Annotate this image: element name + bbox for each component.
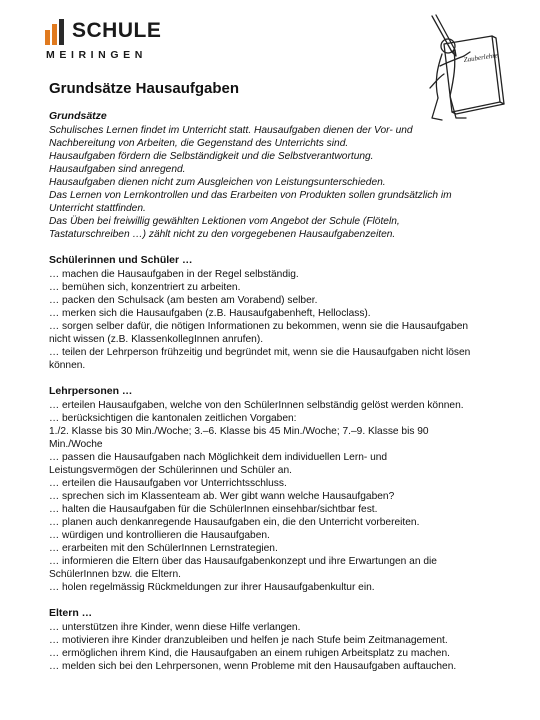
logo-bars-icon	[44, 18, 70, 46]
text-line: … teilen der Lehrperson frühzeitig und begründet mit, wenn sie die Hausaufgaben nicht lösen	[49, 347, 471, 358]
text-line: … erteilen die Hausaufgaben vor Unterrichtsschluss.	[49, 478, 287, 489]
text-line: Das Lernen von Lernkontrollen und das Erarbeiten von Produkten sollen grundsätzlich im	[49, 190, 452, 201]
text-line: Unterricht stattfinden.	[49, 203, 146, 214]
section-lehrpersonen	[49, 385, 509, 594]
text-line: Min./Woche	[49, 439, 103, 450]
text-line: … machen die Hausaufgaben in der Regel selbständig.	[49, 269, 299, 280]
text-line: … sprechen sich im Klassenteam ab. Wer gibt wann welche Hausaufgaben?	[49, 491, 395, 502]
text-line: … erarbeiten mit den SchülerInnen Lernstrategien.	[49, 543, 278, 554]
text-line: … informieren die Eltern über das Hausaufgabenkonzept und ihre Erwartungen an die	[49, 556, 437, 567]
text-line: Hausaufgaben sind anregend.	[49, 164, 186, 175]
text-line: nicht wissen (z.B. KlassenkollegInnen anrufen).	[49, 334, 264, 345]
logo-name: SCHULE	[72, 19, 162, 42]
document-body	[49, 110, 509, 686]
section-heading: Eltern …	[49, 607, 93, 619]
text-line: … melden sich bei den Lehrpersonen, wenn Probleme mit den Hausaufgaben auftauchen.	[49, 661, 457, 672]
section-schuelerinnen	[49, 254, 509, 372]
logo-subname: MEIRINGEN	[46, 49, 147, 61]
text-line: … motivieren ihre Kinder dranzubleiben und helfen je nach Stufe beim Zeitmanagement.	[49, 635, 448, 646]
text-line: … halten die Hausaufgaben für die SchülerInnen einsehbar/sichtbar fest.	[49, 504, 378, 515]
text-line: … passen die Hausaufgaben nach Möglichkeit dem individuellen Lern- und	[49, 452, 388, 463]
text-line: Hausaufgaben dienen nicht zum Ausgleichen von Leistungsunterschieden.	[49, 177, 386, 188]
school-logo	[44, 16, 184, 64]
section-eltern	[49, 607, 509, 673]
section-heading: Schülerinnen und Schüler …	[49, 254, 193, 266]
text-line: … berücksichtigen die kantonalen zeitlichen Vorgaben:	[49, 413, 297, 424]
text-line: Das Üben bei freiwillig gewählten Lektionen vom Angebot der Schule (Flöteln,	[49, 216, 400, 227]
text-line: können.	[49, 360, 86, 371]
text-line: … würdigen und kontrollieren die Hausaufgaben.	[49, 530, 270, 541]
text-line: Schulisches Lernen findet im Unterricht statt. Hausaufgaben dienen der Vor- und	[49, 125, 413, 136]
text-line: 1./2. Klasse bis 30 Min./Woche; 3.–6. Klasse bis 45 Min./Woche; 7.–9. Klasse bis 90	[49, 426, 429, 437]
text-line: SchülerInnen bzw. die Eltern.	[49, 569, 181, 580]
text-line: … unterstützen ihre Kinder, wenn diese Hilfe verlangen.	[49, 622, 301, 633]
section-heading: Lehrpersonen …	[49, 385, 133, 397]
text-line: Nachbereitung von Arbeiten, die Gegenstand des Unterrichts sind.	[49, 138, 349, 149]
text-line: … ermöglichen ihrem Kind, die Hausaufgaben an einem ruhigen Arbeitsplatz zu machen.	[49, 648, 450, 659]
text-line: … sorgen selber dafür, die nötigen Informationen zu bekommen, wenn sie die Hausaufgaben	[49, 321, 469, 332]
section-grundsaetze	[49, 110, 509, 241]
text-line: Tastaturschreiben …) zählt nicht zu den vorgegebenen Hausaufgabenzeiten.	[49, 229, 396, 240]
section-heading: Grundsätze	[49, 110, 107, 122]
book-label: Zauberlehre	[463, 51, 499, 64]
text-line: … merken sich die Hausaufgaben (z.B. Hausaufgabenheft, Helloclass).	[49, 308, 371, 319]
text-line: … packen den Schulsack (am besten am Vorabend) selber.	[49, 295, 318, 306]
text-line: Hausaufgaben fördern die Selbständigkeit und die Selbstverantwortung.	[49, 151, 374, 162]
page-title: Grundsätze Hausaufgaben	[49, 80, 240, 97]
text-line: Leistungsvermögen der Schülerinnen und Schüler an.	[49, 465, 292, 476]
text-line: … planen auch denkanregende Hausaufgaben ein, die den Unterricht vorbereiten.	[49, 517, 420, 528]
text-line: … erteilen Hausaufgaben, welche von den SchülerInnen selbständig gelöst werden können.	[49, 400, 464, 411]
text-line: … bemühen sich, konzentriert zu arbeiten.	[49, 282, 241, 293]
text-line: … holen regelmässig Rückmeldungen zur ihrer Hausaufgabenkultur ein.	[49, 582, 375, 593]
